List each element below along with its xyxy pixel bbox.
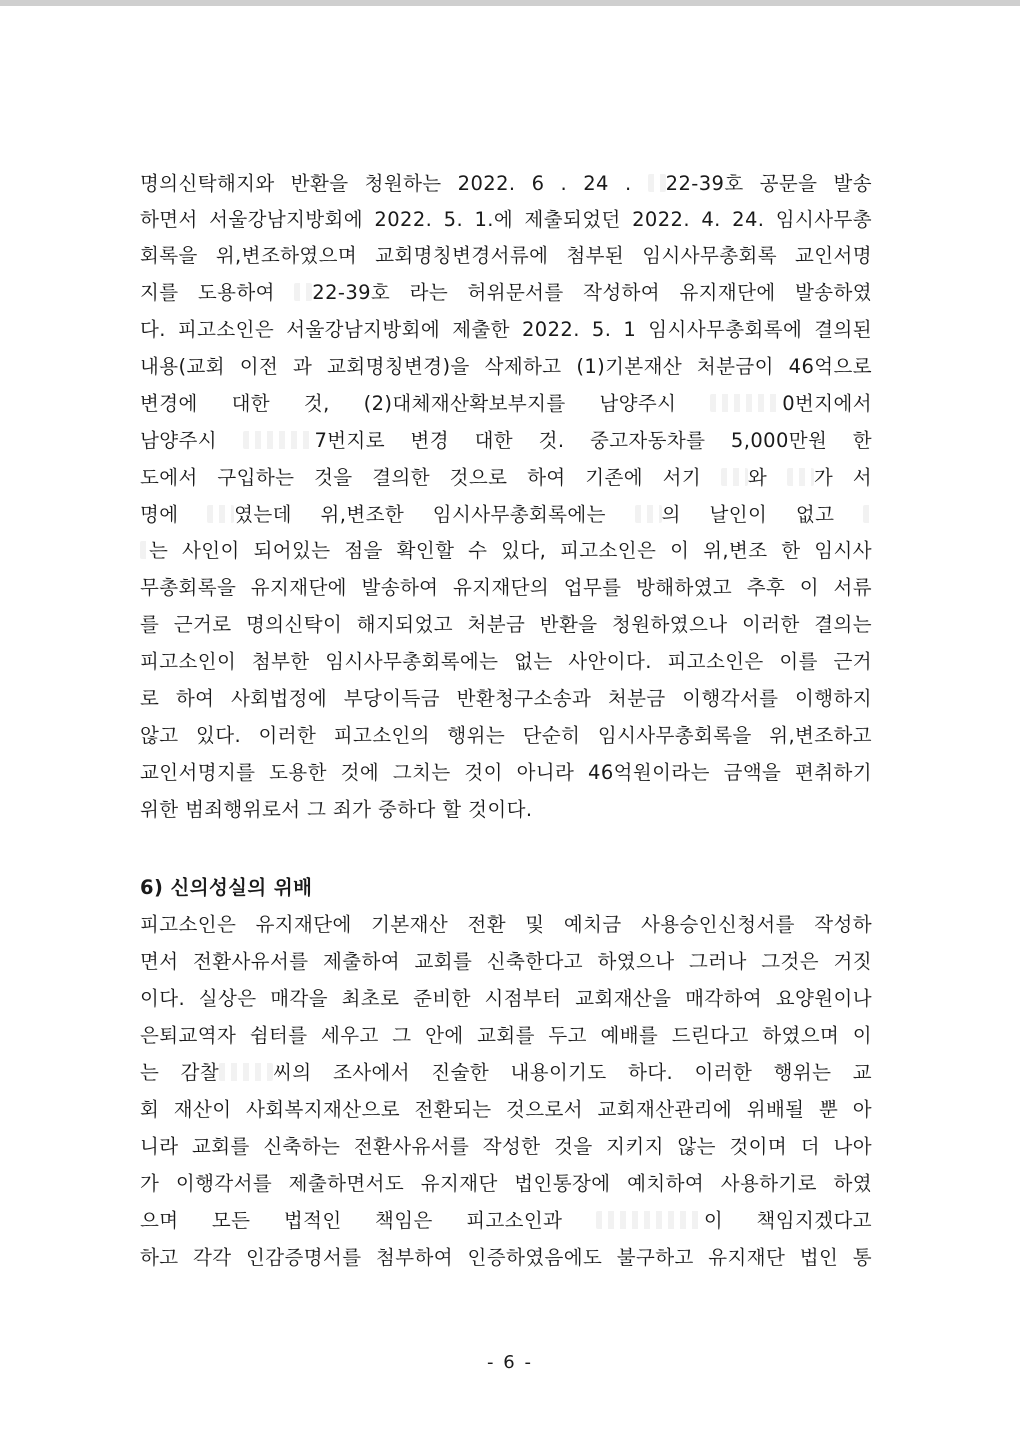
body-line: 다. 피고소인은 서울강남지방회에 제출한 2022. 5. 1 임시사무총회록에 결의된 [140, 318, 872, 341]
body-line: 도에서 구입하는 것을 결의한 것으로 하여 기존에 서기 와 가 서 [140, 466, 872, 489]
body-line: 내용(교회 이전 과 교회명칭변경)을 삭제하고 (1)기본재산 처분금이 46억으로 [140, 355, 872, 378]
body-line: 으며 모든 법적인 책임은 피고소인과 이 책임지겠다고 [140, 1209, 872, 1232]
redacted-text [787, 468, 814, 486]
redacted-text [140, 541, 149, 559]
redacted-text [710, 394, 782, 412]
body-line: 니라 교회를 신축하는 전환사유서를 작성한 것을 지키지 않는 것이며 더 나아 [140, 1135, 872, 1158]
body-line: 로 하여 사회법정에 부당이득금 반환청구소송과 처분금 이행각서를 이행하지 [140, 687, 872, 710]
body-line: 를 근거로 명의신탁이 해지되었고 처분금 반환을 청원하였으나 이러한 결의는 [140, 613, 872, 636]
redacted-text [863, 505, 872, 523]
body-line: 이다. 실상은 매각을 최초로 준비한 시점부터 교회재산을 매각하여 요양원이나 [140, 987, 872, 1010]
redacted-text [219, 1063, 273, 1081]
body-line: 가 이행각서를 제출하면서도 유지재단 법인통장에 예치하여 사용하기로 하였 [140, 1172, 872, 1195]
body-line: 남양주시 7번지로 변경 대한 것. 중고자동차를 5,000만원 한 [140, 429, 873, 452]
body-line: 피고소인은 유지재단에 기본재산 전환 및 예치금 사용승인신청서를 작성하 [140, 913, 872, 936]
body-line: 변경에 대한 것, (2)대체재산확보부지를 남양주시 0번지에서 [140, 392, 872, 415]
redacted-text [635, 505, 662, 523]
body-line: 면서 전환사유서를 제출하여 교회를 신축한다고 하였으나 그러나 그것은 거짓 [140, 950, 872, 973]
body-line: 하면서 서울강남지방회에 2022. 5. 1.에 제출되었던 2022. 4. 24. 임시사무총 [140, 208, 872, 231]
body-line: 회 재산이 사회복지재산으로 전환되는 것으로서 교회재산관리에 위배될 뿐 아 [140, 1098, 872, 1121]
body-line: 명에 였는데 위,변조한 임시사무총회록에는 의 날인이 없고 [140, 500, 872, 530]
body-line: 는 감찰 씨의 조사에서 진술한 내용이기도 하다. 이러한 행위는 교 [140, 1061, 872, 1084]
body-line: 피고소인이 첨부한 임시사무총회록에는 없는 사안이다. 피고소인은 이를 근거 [140, 650, 872, 673]
redacted-text [294, 283, 312, 301]
redacted-text [721, 468, 748, 486]
body-line: 는 사인이 되어있는 점을 확인할 수 있다, 피고소인은 이 위,변조 한 임시사 [140, 536, 872, 566]
body-line: 위한 범죄행위로서 그 죄가 중하다 할 것이다. [140, 798, 533, 821]
body-line: 하고 각각 인감증명서를 첨부하여 인증하였음에도 불구하고 유지재단 법인 통 [140, 1246, 872, 1269]
redacted-text [207, 505, 234, 523]
body-line: 명의신탁해지와 반환을 청원하는 2022. 6 . 24 . 22-39호 공문을 발송 [140, 172, 872, 195]
body-line: 교인서명지를 도용한 것에 그치는 것이 아니라 46억원이라는 금액을 편취하기 [140, 761, 872, 784]
body-line: 회록을 위,변조하였으며 교회명칭변경서류에 첨부된 임시사무총회록 교인서명 [140, 244, 872, 267]
page-number: - 6 - [487, 1352, 533, 1373]
redacted-text [596, 1211, 704, 1229]
section-heading: 6) 신의성실의 위배 [140, 876, 313, 899]
body-line: 은퇴교역자 쉼터를 세우고 그 안에 교회를 두고 예배를 드린다고 하였으며 이 [140, 1024, 872, 1047]
redacted-text [648, 174, 666, 192]
body-line: 지를 도용하여 22-39호 라는 허위문서를 작성하여 유지재단에 발송하였 [140, 281, 872, 304]
body-line: 무총회록을 유지재단에 발송하여 유지재단의 업무를 방해하였고 추후 이 서류 [140, 576, 872, 599]
redacted-text [243, 431, 315, 449]
body-line: 않고 있다. 이러한 피고소인의 행위는 단순히 임시사무총회록을 위,변조하고 [140, 724, 872, 747]
